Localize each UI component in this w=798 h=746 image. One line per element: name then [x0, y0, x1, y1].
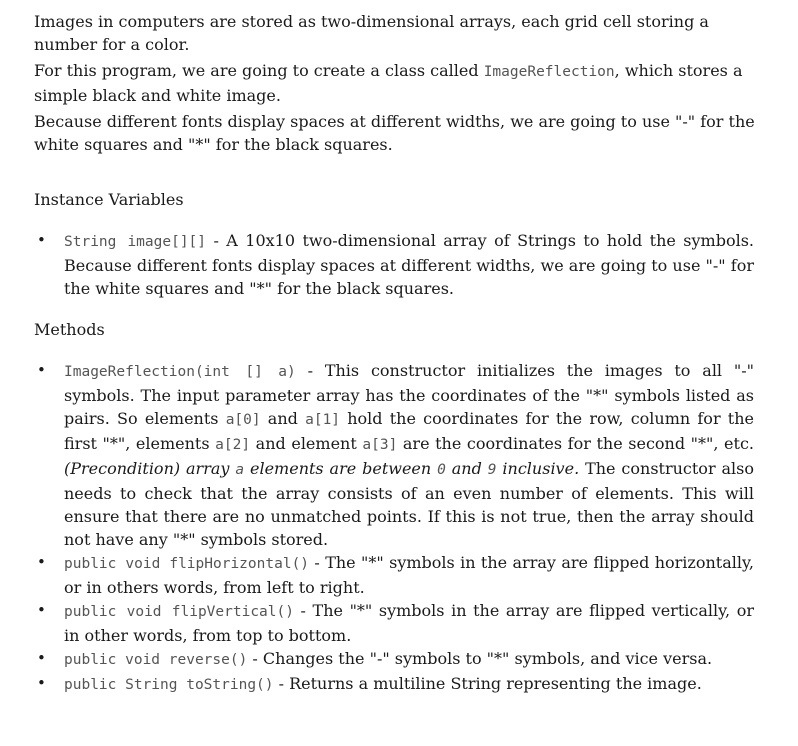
- methods-heading: Methods: [34, 320, 105, 339]
- code-zero: 0: [437, 462, 446, 478]
- code-nine: 9: [487, 462, 497, 478]
- method-description: - The "*" symbols in the array are flipped vertically, or in other words, from top to bottom.: [64, 601, 754, 645]
- method-signature-code: public void flipVertical(): [64, 604, 294, 620]
- constructor-text-6: The constructor also needs to check that the array consists of an even number of elements. This will ensure that there are no unmatched points. If this is not true, then the array should not have any "*" symbols stored.: [64, 459, 755, 549]
- code-a1: a[1]: [305, 412, 341, 428]
- method-signature-code: public void flipHorizontal(): [64, 556, 310, 572]
- field-signature-code: String image[][]: [64, 234, 207, 250]
- list-item: [34, 359, 754, 551]
- document-body: [34, 10, 764, 697]
- constructor-text-3: hold the coordinates for the row, column for the first "*", elements: [64, 409, 754, 453]
- constructor-text-4: and element: [250, 434, 363, 453]
- method-signature-code: public void reverse(): [64, 652, 248, 668]
- method-description: - Changes the "-" symbols to "*" symbols, and vice versa.: [247, 649, 713, 668]
- constructor-text-2: and: [260, 409, 306, 428]
- intro-paragraph-2: [34, 59, 764, 107]
- constructor-text-5: are the coordinates for the second "*", etc.: [397, 434, 754, 453]
- code-a: a: [235, 462, 245, 478]
- methods-list: [34, 359, 764, 697]
- bullet-icon: •: [37, 649, 46, 667]
- precondition-text-4: inclusive.: [496, 459, 580, 478]
- intro-p2-text-b: , which stores a simple black and white image.: [34, 61, 743, 105]
- list-item: [34, 229, 754, 300]
- code-a2: a[2]: [215, 437, 251, 453]
- bullet-icon: •: [37, 601, 46, 619]
- bullet-icon: •: [37, 674, 46, 692]
- list-item: [34, 647, 754, 672]
- bullet-icon: •: [37, 553, 46, 571]
- code-a0: a[0]: [225, 412, 261, 428]
- list-item: [34, 599, 754, 647]
- code-a3: a[3]: [362, 437, 398, 453]
- bullet-icon: •: [37, 231, 46, 249]
- precondition-text-3: and: [445, 459, 488, 478]
- class-name-code: ImageReflection: [483, 64, 615, 80]
- method-description: - The "*" symbols in the array are flipped horizontally, or in others words, from left to right.: [64, 553, 754, 597]
- precondition-text-2: elements are between: [244, 459, 438, 478]
- intro-p2-text-a: For this program, we are going to create a class called: [34, 61, 484, 80]
- bullet-icon: •: [37, 361, 46, 379]
- constructor-signature-code: ImageReflection(int [] a): [64, 364, 296, 380]
- method-signature-code: public String toString(): [64, 677, 274, 693]
- intro-paragraph-1: Images in computers are stored as two-dimensional arrays, each grid cell storing a number for a color.: [34, 12, 709, 54]
- constructor-text-1: - This constructor initializes the images to all "-" symbols. The input parameter array has the coordinates of the "*" symbols listed as pairs. So elements: [64, 361, 755, 428]
- field-description: - A 10x10 two-dimensional array of Strings to hold the symbols. Because different fonts display spaces at different widths, we are going to use "-" for the white squares and "*" for the black squares.: [64, 231, 754, 298]
- method-description: - Returns a multiline String representing the image.: [273, 674, 702, 693]
- list-item: [34, 551, 754, 599]
- instance-variables-list: [34, 229, 764, 300]
- intro-paragraph-3: Because different fonts display spaces at different widths, we are going to use "-" for the white squares and "*" for the black squares.: [34, 112, 755, 154]
- instance-variables-heading: Instance Variables: [34, 190, 184, 209]
- list-item: [34, 672, 754, 697]
- precondition-text-1: (Precondition) array: [64, 459, 236, 478]
